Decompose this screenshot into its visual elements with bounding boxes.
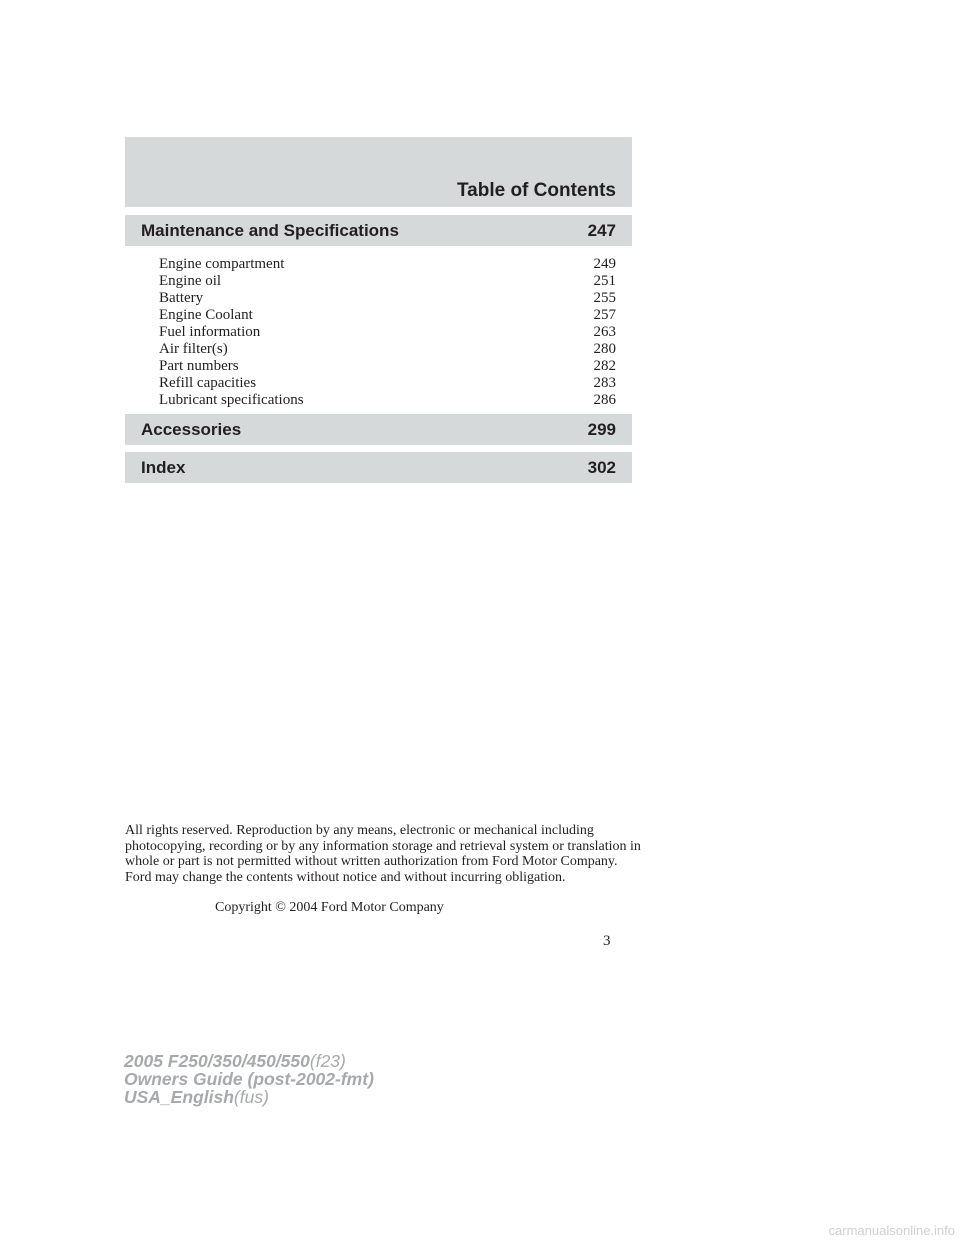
toc-entry-engine-oil[interactable] [159,273,616,290]
section-label: Accessories [141,420,242,439]
entry-label: Battery [159,290,204,306]
footer-model: 2005 F250/350/450/550 [124,1051,310,1071]
entry-label: Part numbers [159,358,239,374]
page-title: Table of Contents [456,180,616,201]
entry-page: 283 [593,375,616,391]
entry-label: Lubricant specifications [159,392,304,408]
entry-label: Engine oil [159,273,222,289]
section-page: 299 [587,420,616,439]
entry-page: 249 [593,256,616,272]
entry-label: Air filter(s) [159,341,228,357]
footer-line-language [124,1088,374,1106]
footer-line-guide [124,1070,374,1088]
toc-entry-part-numbers[interactable] [159,358,616,375]
entry-page: 257 [593,307,616,323]
toc-entry-fuel-information[interactable] [159,324,616,341]
footer-language: USA_English [124,1087,234,1107]
entry-page: 263 [593,324,616,340]
entry-page: 255 [593,290,616,306]
page-number: 3 [603,933,611,949]
toc-entry-battery[interactable] [159,290,616,307]
footer-language-code: (fus) [233,1087,269,1107]
toc-entry-engine-coolant[interactable] [159,307,616,324]
rights-notice: All rights reserved. Reproduction by any means, electronic or mechanical including photocopying, recording or by any information storage and retrieval system or translation in whole or part is not permitted without written authorization from Ford Motor Company. Ford may change the contents without notice and without incurring obligation. [125,823,641,885]
site-watermark-link[interactable]: carmanualsonline.info [828,1223,955,1238]
section-page: 302 [587,458,616,477]
footer-guide: Owners Guide (post-2002-fmt) [124,1069,374,1089]
entry-page: 286 [593,392,616,408]
entry-label: Engine compartment [159,256,285,272]
section-index[interactable] [125,452,632,483]
copyright-line: Copyright © 2004 Ford Motor Company [215,900,444,915]
entry-label: Engine Coolant [159,307,253,323]
toc-entry-air-filters[interactable] [159,341,616,358]
toc-entry-engine-compartment[interactable] [159,256,616,273]
footer-model-code: (f23) [309,1051,346,1071]
section-label: Index [141,458,186,477]
footer-line-model [124,1052,374,1070]
section-maintenance[interactable] [125,215,632,246]
section-label: Maintenance and Specifications [141,221,399,240]
section-page: 247 [587,221,616,240]
toc-entry-refill-capacities[interactable] [159,375,616,392]
entry-label: Refill capacities [159,375,257,391]
document-footer [124,1052,374,1106]
toc-entry-lubricant-specifications[interactable] [159,392,616,409]
entry-page: 251 [593,273,616,289]
entry-page: 280 [593,341,616,357]
section-accessories[interactable] [125,414,632,445]
entry-label: Fuel information [159,324,261,340]
toc-entries [159,256,616,409]
title-band [125,137,632,207]
entry-page: 282 [593,358,616,374]
